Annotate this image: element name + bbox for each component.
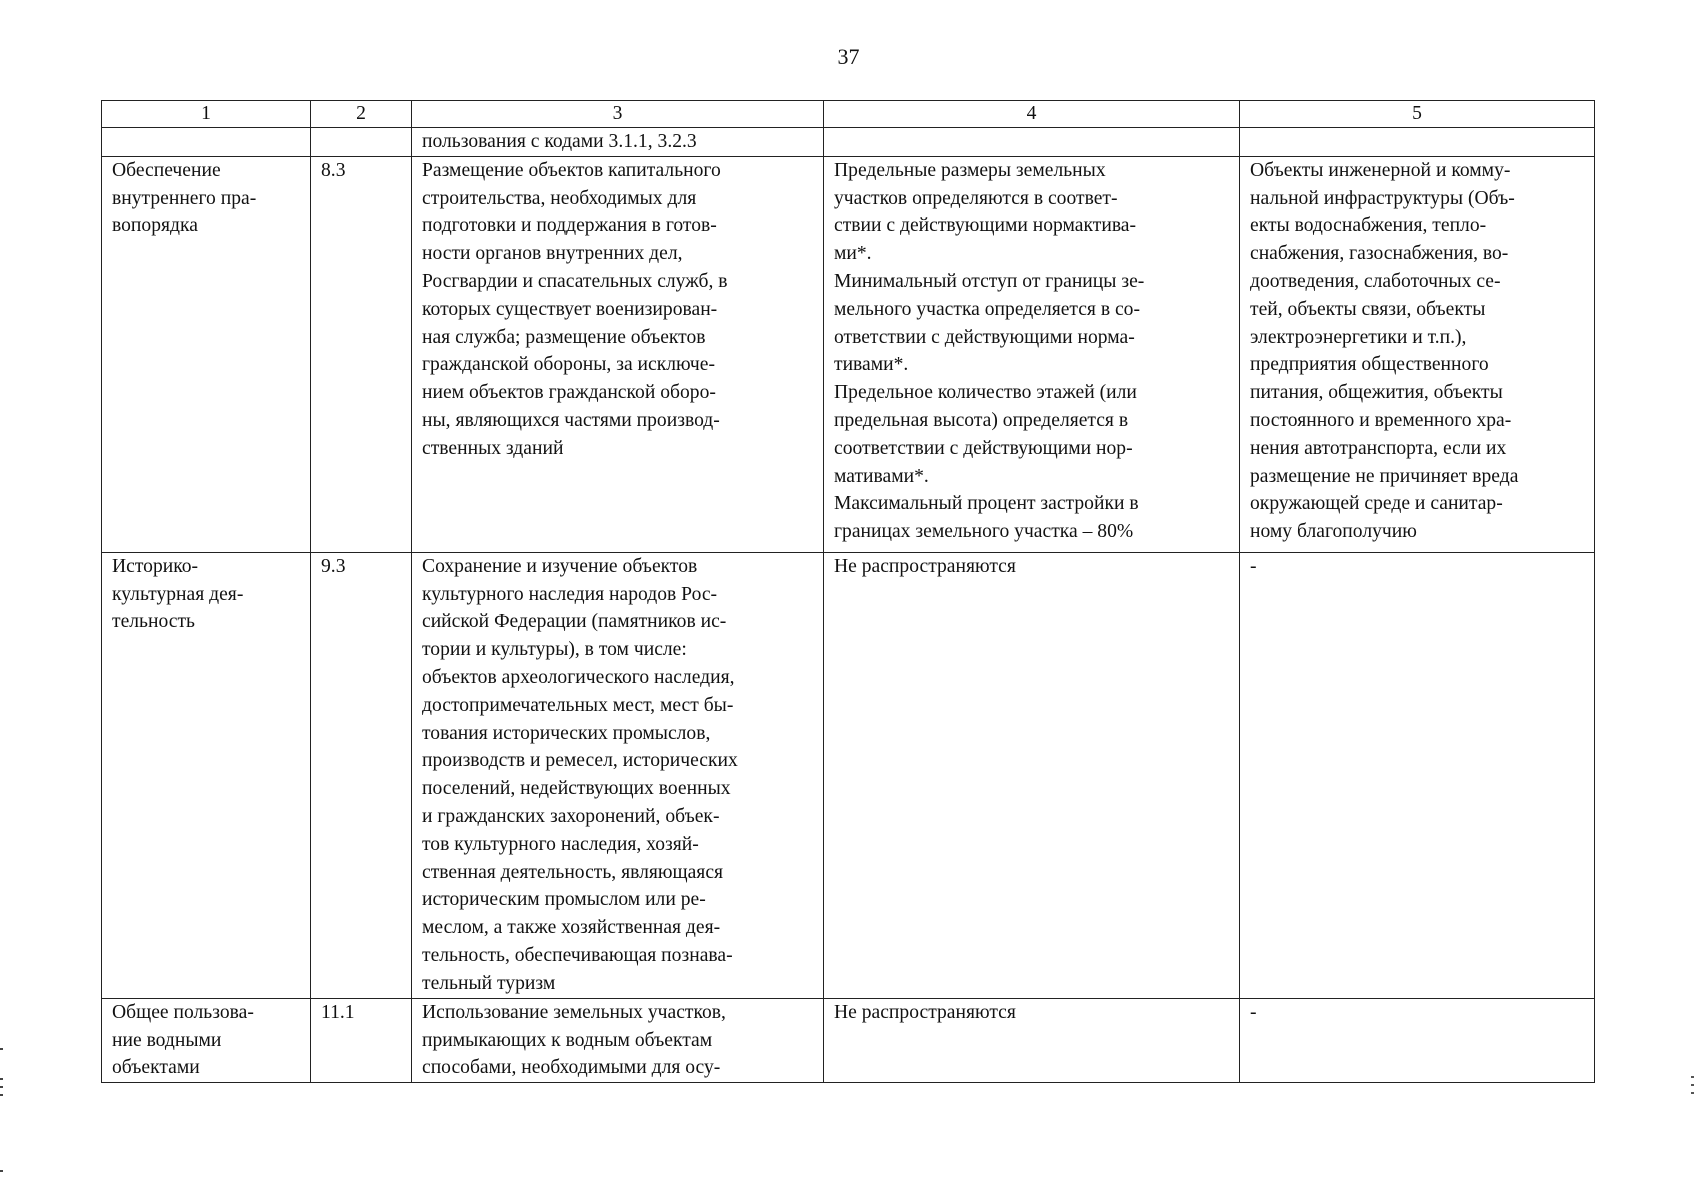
table-cell: пользования с кодами 3.1.1, 3.2.3 — [412, 128, 824, 157]
use-code-cell: 8.3 — [311, 156, 412, 552]
table-row — [102, 998, 1595, 1082]
header-cell: 5 — [1240, 101, 1595, 128]
scan-mark — [0, 1170, 3, 1172]
use-description-cell: Использование земельных участков, примыкающих к водным объектам способами, необходимыми для осу- — [412, 998, 824, 1082]
header-cell: 3 — [412, 101, 824, 128]
use-name-cell: Общее пользова- ние водными объектами — [102, 998, 311, 1082]
accessory-uses-cell: - — [1240, 552, 1595, 998]
scan-mark — [1691, 1084, 1694, 1086]
table-cell — [824, 128, 1240, 157]
parameters-cell: Предельные размеры земельных участков определяются в соответ- ствии с действующими нормактива- ми*. Минимальный отступ от границы зе- мельного участка определяется в со- ответствии с действующими норма- тивами*. Предельное количество этажей (или предельная высота) определяется в соответствии с действующими нор- мативами*. Максимальный процент застройки в границах земельного участка – 80% — [824, 156, 1240, 552]
accessory-uses-cell: - — [1240, 998, 1595, 1082]
continuation-row — [102, 128, 1595, 157]
table-row — [102, 156, 1595, 552]
table-row — [102, 552, 1595, 998]
page-number: 37 — [837, 44, 860, 69]
scan-mark — [0, 1086, 3, 1088]
use-description-cell: Сохранение и изучение объектов культурного наследия народов Рос- сийской Федерации (памятников ис- тории и культуры), в том числе: объектов археологического наследия, достопримечательных мест, мест бы- тования исторических промыслов, производств и ремесел, исторических поселений, недействующих военных и гражданских захоронений, объек- тов культурного наследия, хозяй- ственная деятельность, являющаяся историческим промыслом или ре- меслом, а также хозяйственная дея- тельность, обеспечивающая познава- тельный туризм — [412, 552, 824, 998]
header-row — [102, 101, 1595, 128]
accessory-uses-cell: Объекты инженерной и комму- нальной инфраструктуры (Объ- екты водоснабжения, тепло- снабжения, газоснабжения, во- доотведения, слаботочных се- тей, объекты связи, объекты электроэнергетики и т.п.), предприятия общественного питания, общежития, объекты постоянного и временного хра- нения автотранспорта, если их размещение не причиняет вреда окружающей среде и санитар- ному благополучию — [1240, 156, 1595, 552]
use-description-cell: Размещение объектов капитального строительства, необходимых для подготовки и поддержания в готов- ности органов внутренних дел, Росгвардии и спасательных служб, в которых существует военизирован- ная служба; размещение объектов гражданской обороны, за исключе- нием объектов гражданской оборо- ны, являющихся частями производ- ственных зданий — [412, 156, 824, 552]
use-code-cell: 11.1 — [311, 998, 412, 1082]
scan-mark — [0, 1094, 3, 1096]
parameters-cell: Не распространяются — [824, 998, 1240, 1082]
use-name-cell: Историко- культурная дея- тельность — [102, 552, 311, 998]
use-name-cell: Обеспечение внутреннего пра- вопорядка — [102, 156, 311, 552]
land-use-table — [101, 100, 1595, 1083]
scan-mark — [1691, 1092, 1694, 1094]
table-cell — [311, 128, 412, 157]
use-code-cell: 9.3 — [311, 552, 412, 998]
scan-mark — [0, 1048, 3, 1050]
table-cell — [1240, 128, 1595, 157]
header-cell: 1 — [102, 101, 311, 128]
header-cell: 2 — [311, 101, 412, 128]
table-cell — [102, 128, 311, 157]
header-cell: 4 — [824, 101, 1240, 128]
parameters-cell: Не распространяются — [824, 552, 1240, 998]
scan-mark — [0, 1078, 3, 1080]
scan-mark — [1691, 1076, 1694, 1078]
